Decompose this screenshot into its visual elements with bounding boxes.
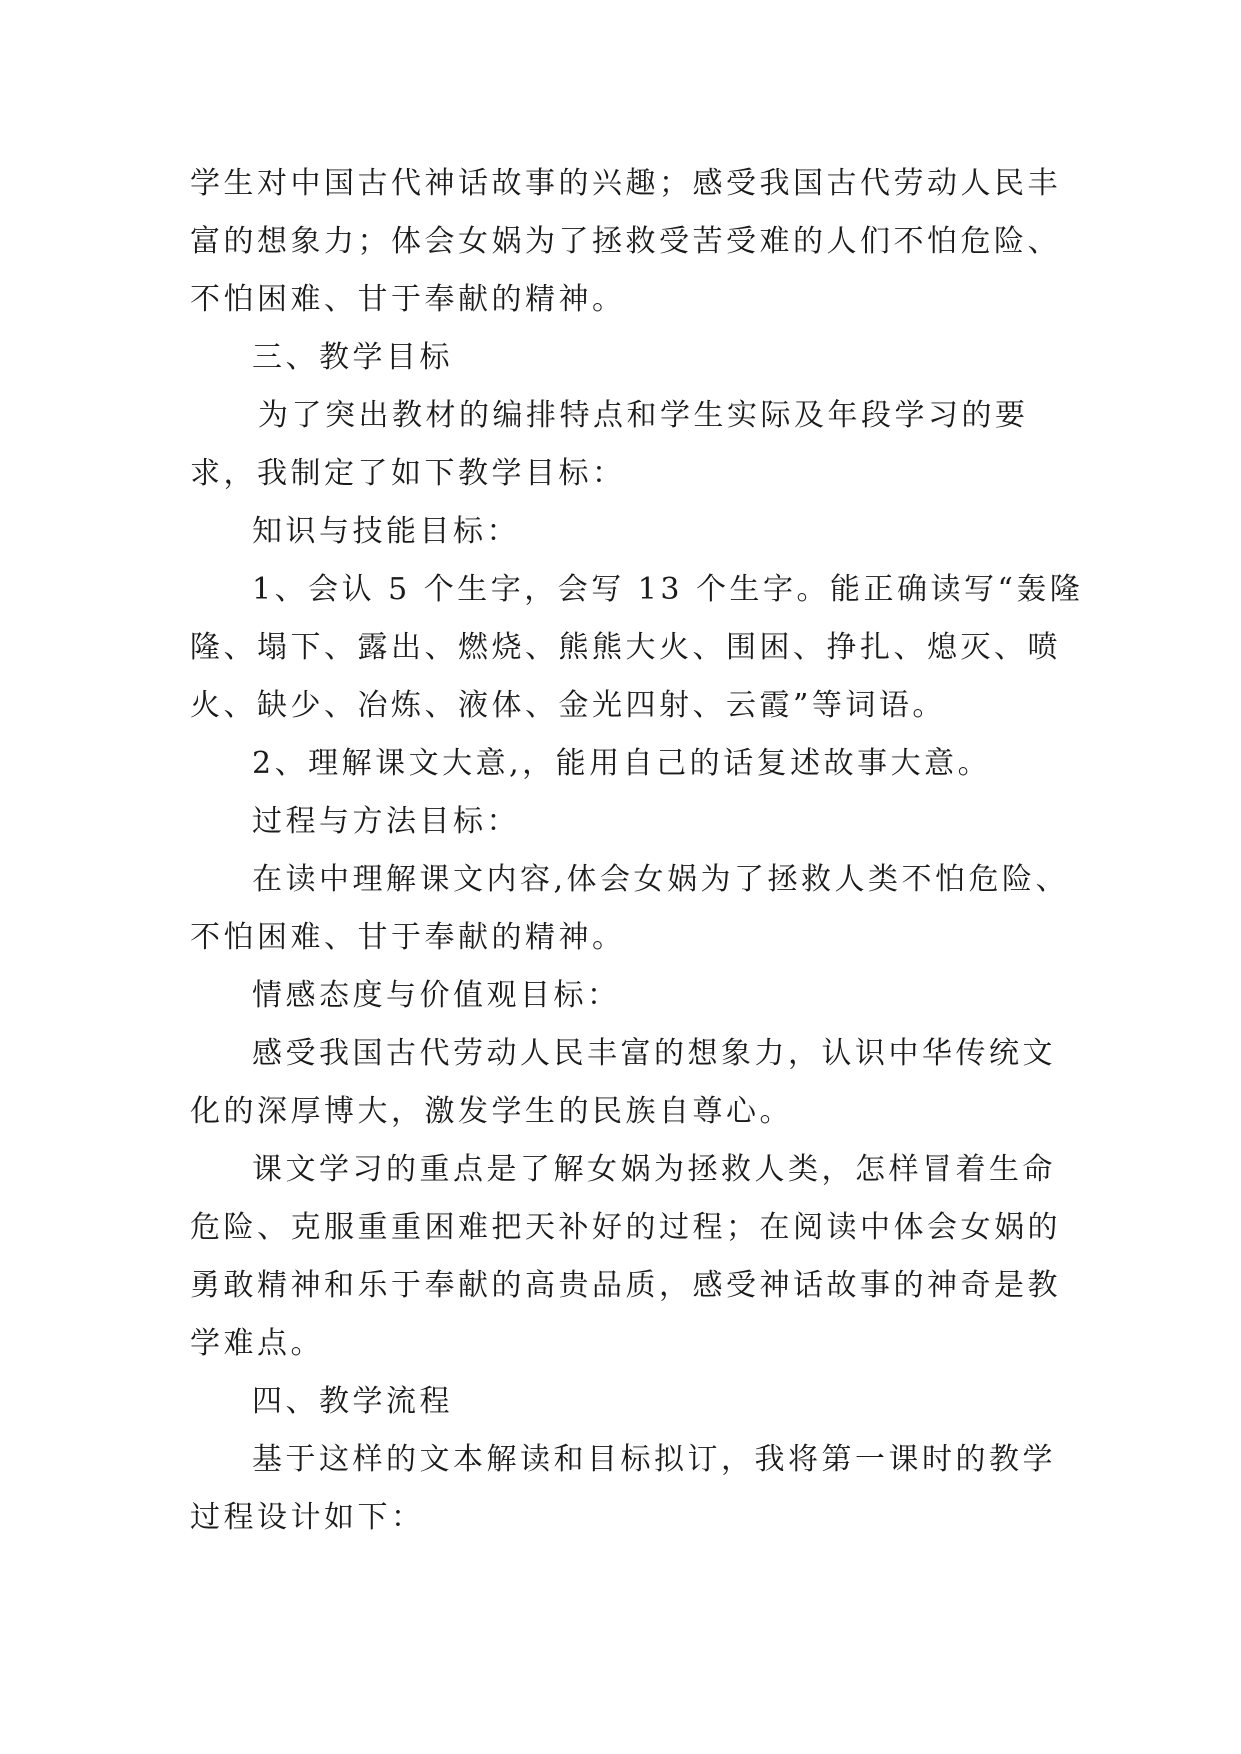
body-line: 学生对中国古代神话故事的兴趣；感受我国古代劳动人民丰	[190, 166, 1061, 201]
paragraph-line: 课文学习的重点是了解女娲为拯救人类，怎样冒着生命	[252, 1152, 1056, 1187]
section-heading: 四、教学流程	[252, 1384, 453, 1419]
paragraph-line: 基于这样的文本解读和目标拟订，我将第一课时的教学	[252, 1442, 1056, 1477]
list-item: 1、会认 5 个生字，会写 13 个生字。能正确读写“轰隆	[252, 572, 1084, 607]
paragraph-line: 为了突出教材的编排特点和学生实际及年段学习的要	[258, 398, 1029, 433]
body-line: 化的深厚博大，激发学生的民族自尊心。	[190, 1094, 793, 1129]
body-line: 勇敢精神和乐于奉献的高贵品质，感受神话故事的神奇是教	[190, 1268, 1061, 1303]
body-line: 学难点。	[190, 1326, 324, 1361]
paragraph-line: 在读中理解课文内容,体会女娲为了拯救人类不怕危险、	[252, 862, 1070, 897]
subheading: 情感态度与价值观目标：	[252, 978, 621, 1013]
paragraph-line: 感受我国古代劳动人民丰富的想象力，认识中华传统文	[252, 1036, 1056, 1071]
body-line: 危险、克服重重困难把天补好的过程；在阅读中体会女娲的	[190, 1210, 1061, 1245]
body-line: 过程设计如下：	[190, 1500, 425, 1535]
document-body	[190, 155, 1084, 1547]
subheading: 知识与技能目标：	[252, 514, 520, 549]
list-item: 2、理解课文大意,，能用自己的话复述故事大意。	[252, 746, 992, 781]
body-line: 求，我制定了如下教学目标：	[190, 456, 626, 491]
subheading: 过程与方法目标：	[252, 804, 520, 839]
body-line: 火、缺少、冶炼、液体、金光四射、云霞”等词语。	[190, 688, 946, 723]
section-heading: 三、教学目标	[252, 340, 453, 375]
body-line: 富的想象力；体会女娲为了拯救受苦受难的人们不怕危险、	[190, 224, 1061, 259]
body-line: 隆、塌下、露出、燃烧、熊熊大火、围困、挣扎、熄灭、喷	[190, 630, 1061, 665]
body-line: 不怕困难、甘于奉献的精神。	[190, 920, 626, 955]
body-line: 不怕困难、甘于奉献的精神。	[190, 282, 626, 317]
